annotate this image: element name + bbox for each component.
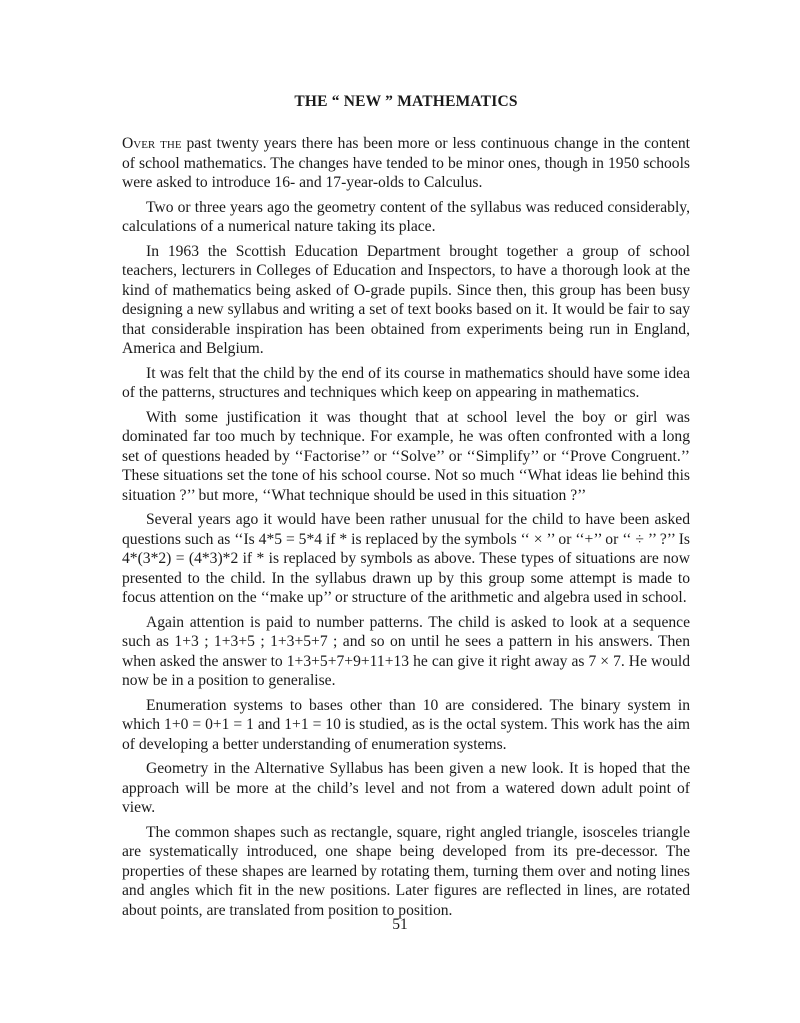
paragraph-1 <box>122 134 690 193</box>
paragraph-9: Geometry in the Alternative Syllabus has been given a new look. It is hoped that the approach will be more at the child’s level and not from a watered down adult point of view. <box>122 760 690 816</box>
paragraph-7: Again attention is paid to number patterns. The child is asked to look at a sequence such as 1+3 ; 1+3+5 ; 1+3+5+7 ; and so on until he sees a pattern in his answers. Then when asked the answer to 1+3+5+7+9+11+13 he can give it right away as 7 × 7. He would now be in a position to generalise. <box>122 613 690 689</box>
paragraph-1-lead: Over the <box>122 135 182 152</box>
paragraph-4: It was felt that the child by the end of its course in mathematics should have some idea of the patterns, structures and techniques which keep on appearing in mathematics. <box>122 364 690 401</box>
paragraph-3: In 1963 the Scottish Education Department brought together a group of school teachers, lecturers in Colleges of Education and Inspectors, to have a thorough look at the kind of mathematics being asked of O-grade pupils. Since then, this group has been busy designing a new syllabus and writing a set of text books based on it. It would be fair to say that considerable inspiration has been obtained from experiments being run in England, America and Belgium. <box>122 242 690 357</box>
paragraph-8: Enumeration systems to bases other than 10 are considered. The binary system in which 1+0 = 0+1 = 1 and 1+1 = 10 is studied, as is the octal system. This work has the aim of developing a better understanding of enumeration systems. <box>122 696 690 753</box>
paragraph-5: With some justification it was thought that at school level the boy or girl was dominated far too much by technique. For example, he was often confronted with a long set of questions headed by ‘‘Factorise’’ or ‘‘Solve’’ or ‘‘Simplify’’ or ‘‘Prove Congruent.’’ These situations set the tone of his school course. Not so much ‘‘What ideas lie behind this situation ?’’ but more, ‘‘What technique should be used in this situation ?’’ <box>122 408 690 504</box>
paragraph-10: The common shapes such as rectangle, square, right angled triangle, isosceles triangle are systematically introduced, one shape being developed from its pre-decessor. The properties of these shapes are learned by rotating them, turning them over and noting lines and angles which fit in the new positions. Later figures are reflected in lines, are rotated about points, are translated from position to position. <box>122 823 690 919</box>
paragraph-6: Several years ago it would have been rather unusual for the child to have been asked questions such as ‘‘Is 4*5 = 5*4 if * is replaced by the symbols ‘‘ × ’’ or ‘‘+’’ or ‘‘ ÷ ’’ ?’’ Is 4*(3*2) = (4*3)*2 if * is replaced by symbols as above. These types of situations are now presented to the child. In the syllabus drawn up by this group some attempt is made to focus attention on the ‘‘make up’’ or structure of the arithmetic and algebra used in school. <box>122 511 690 606</box>
paragraph-2: Two or three years ago the geometry content of the syllabus was reduced considerably, calculations of a numerical nature taking its place. <box>122 198 690 235</box>
paragraph-1-text: past twenty years there has been more or less continuous change in the content of school mathematics. The changes have tended to be minor ones, though in 1950 schools were asked to introduce 16- and 17-year-olds to Calculus. <box>122 135 691 191</box>
page-number: 51 <box>392 916 408 933</box>
page-title: THE “ NEW ” MATHEMATICS <box>294 93 518 110</box>
page-body <box>122 92 690 925</box>
